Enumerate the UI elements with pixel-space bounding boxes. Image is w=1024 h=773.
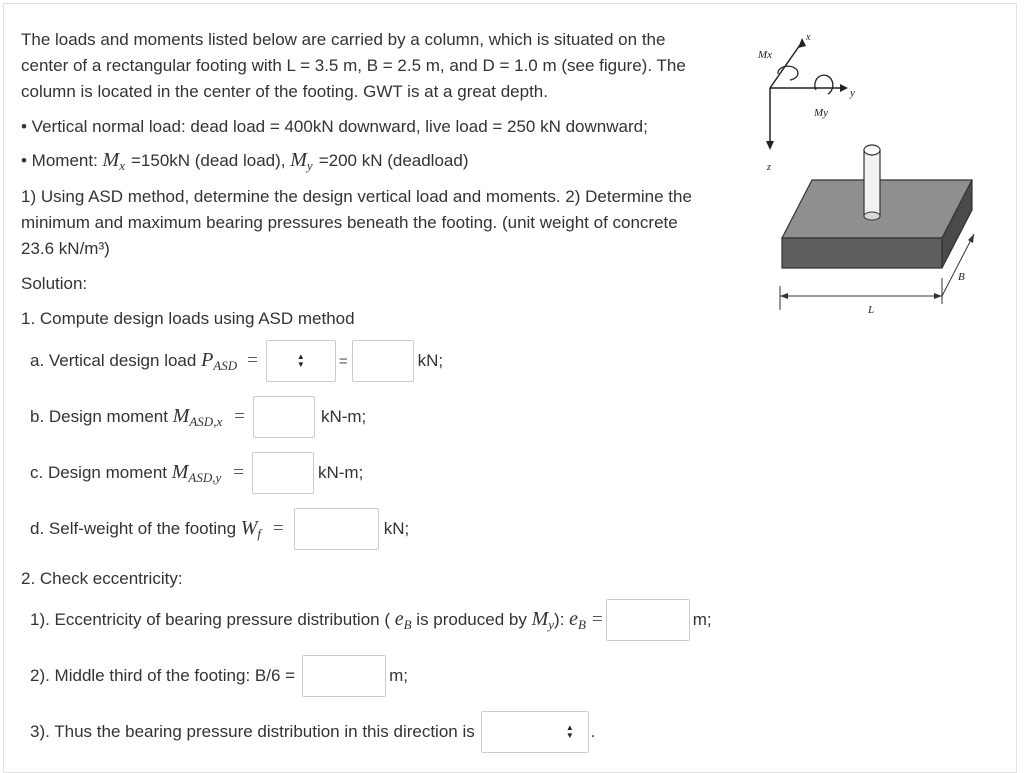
equals-sign: = xyxy=(591,609,603,630)
mx-label: Mx xyxy=(758,49,773,61)
question-line: 1) Using ASD method, determine the design vertical load and moments. 2) Determine the xyxy=(21,187,692,206)
equals-sign: = xyxy=(233,462,244,483)
x-axis-line xyxy=(770,42,802,88)
question-line: 23.6 kN/m³) xyxy=(21,239,110,258)
l-arrow-right xyxy=(934,293,942,299)
moment-y-input[interactable] xyxy=(252,452,314,494)
my-moment-arc xyxy=(815,75,833,94)
unit-m: m; xyxy=(692,610,712,629)
y-axis-arrow xyxy=(840,84,848,92)
unit-kn-m: kN-m; xyxy=(317,463,364,482)
x-label: x xyxy=(806,32,811,43)
moment-prefix: • Moment: xyxy=(21,151,103,170)
middle-third-row xyxy=(30,655,408,697)
my-value: =200 kN (deadload) xyxy=(318,151,469,170)
eccentricity-row xyxy=(30,599,712,641)
question-d-row xyxy=(30,508,409,550)
question-a-row xyxy=(30,340,443,382)
question-c-label: c. Design moment xyxy=(30,463,172,482)
b-arrow xyxy=(968,234,974,243)
unit-kn-m: kN-m; xyxy=(320,407,367,426)
eccentricity-label-mid: is produced by xyxy=(411,610,532,629)
self-weight-input[interactable] xyxy=(294,508,379,550)
eb-symbol: $e_B$ xyxy=(394,607,412,632)
solution-label xyxy=(21,271,751,297)
question-text xyxy=(21,184,751,262)
solution-label-text: Solution: xyxy=(21,274,88,293)
intro-line: The loads and moments listed below are carried by a column, which is situated on the xyxy=(21,30,666,49)
b-label: B xyxy=(958,271,965,283)
x-axis-arrow xyxy=(798,38,806,48)
select-arrows-icon: ▲ ▼ xyxy=(565,723,574,740)
question-b-row xyxy=(30,396,366,438)
intro-line: center of a rectangular footing with L = 3.5 m, B = 2.5 m, and D = 1.0 m (see figure). The xyxy=(21,56,686,75)
unit-m: m; xyxy=(389,666,408,685)
my-symbol-inline: $M_y$ xyxy=(531,607,555,632)
m-asd-x-symbol: $M_{ASD,x}$ xyxy=(172,404,223,429)
distribution-label: 3). Thus the bearing pressure distribution in this direction is xyxy=(30,722,475,741)
z-axis-arrow xyxy=(766,141,774,150)
middle-third-input[interactable] xyxy=(302,655,386,697)
y-label: y xyxy=(850,87,855,99)
wf-symbol: $W_f$ xyxy=(240,516,262,541)
eccentricity-input[interactable] xyxy=(606,599,690,641)
unit-kn: kN; xyxy=(383,519,410,538)
p-asd-symbol: $P_{ASD}$ xyxy=(201,348,238,373)
problem-intro xyxy=(21,27,751,105)
intro-line: column is located in the center of the footing. GWT is at a great depth. xyxy=(21,82,548,101)
my-symbol: $M_y$ xyxy=(290,148,313,173)
footing-figure xyxy=(752,28,1004,328)
middle-third-label: 2). Middle third of the footing: B/6 = xyxy=(30,666,296,685)
bullet-moment xyxy=(21,147,468,175)
mx-symbol: $M_x$ xyxy=(102,148,125,173)
bullet-vertical-load xyxy=(21,114,751,140)
moment-x-input[interactable] xyxy=(253,396,315,438)
distribution-select[interactable] xyxy=(481,711,589,753)
l-arrow-left xyxy=(780,293,788,299)
select-arrows-icon: ▲ ▼ xyxy=(296,352,305,369)
mx-value: =150kN (dead load), xyxy=(130,151,291,170)
footing-front-face xyxy=(782,238,942,268)
l-label: L xyxy=(868,304,875,316)
question-b-label: b. Design moment xyxy=(30,407,173,426)
distribution-row xyxy=(30,711,595,753)
eccentricity-label: 1). Eccentricity of bearing pressure distribution ( xyxy=(30,610,395,629)
section2-title xyxy=(21,566,751,592)
question-line: minimum and maximum bearing pressures beneath the footing. (unit weight of concrete xyxy=(21,213,678,232)
eb-symbol-2: $e_B$ xyxy=(569,607,586,632)
eccentricity-label-post: ): xyxy=(554,610,570,629)
my-label: My xyxy=(814,107,829,119)
equals-sign: = xyxy=(247,350,258,371)
section2-title-text: 2. Check eccentricity: xyxy=(21,569,183,588)
question-d-label: d. Self-weight of the footing xyxy=(30,519,241,538)
z-label: z xyxy=(767,162,771,173)
unit-kn: kN; xyxy=(417,351,444,370)
question-c-row xyxy=(30,452,363,494)
equals-sign: = xyxy=(234,406,245,427)
question-a-label: a. Vertical design load xyxy=(30,351,202,370)
column-top xyxy=(864,145,880,155)
step1-label-text: 1. Compute design loads using ASD method xyxy=(21,309,355,328)
equals-sign: = xyxy=(273,518,284,539)
vertical-load-input[interactable] xyxy=(352,340,414,382)
vertical-load-select[interactable] xyxy=(266,340,336,382)
m-asd-y-symbol: $M_{ASD,y}$ xyxy=(171,460,222,485)
equals-sign-2: = xyxy=(338,352,348,370)
column-shaft xyxy=(864,150,880,216)
column-base xyxy=(864,212,880,220)
bullet-vertical-text: • Vertical normal load: dead load = 400kN downward, live load = 250 kN downward; xyxy=(21,117,648,136)
period: . xyxy=(590,722,596,741)
step1-label xyxy=(21,306,751,332)
